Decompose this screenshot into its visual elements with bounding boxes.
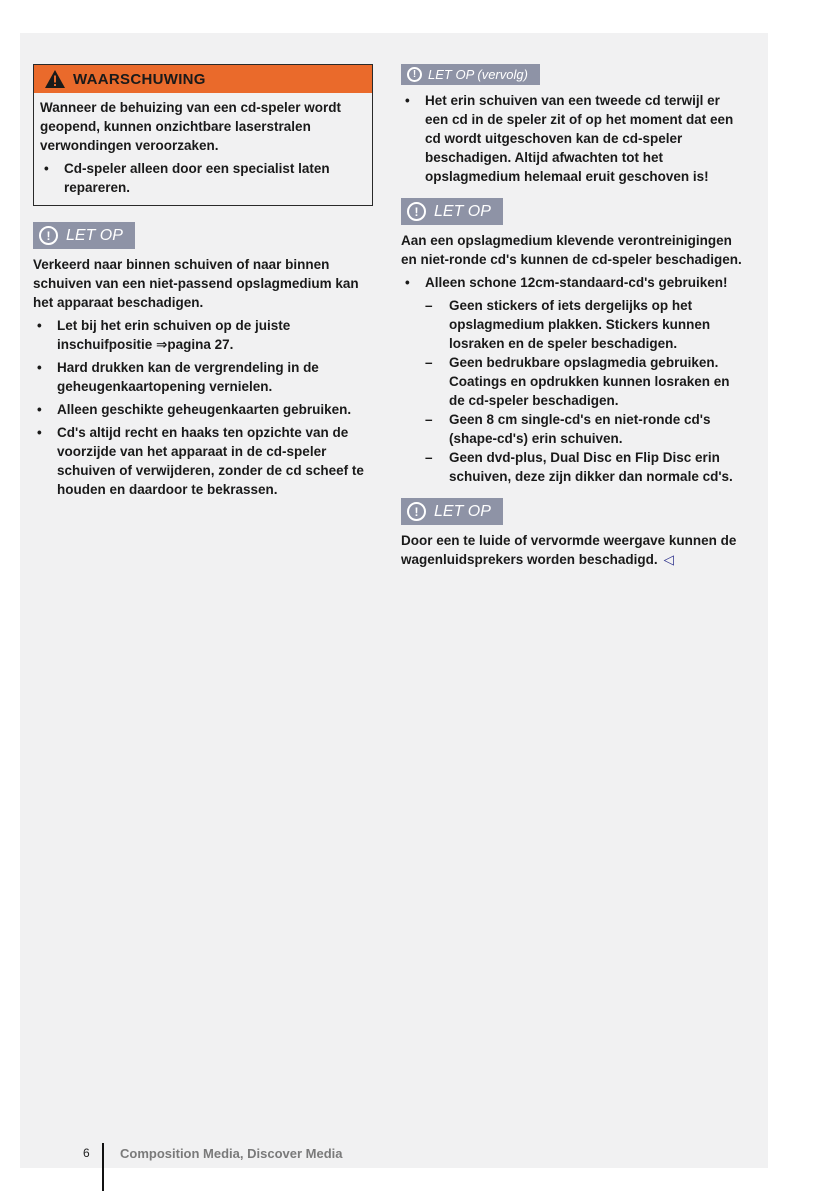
notice-continued: [401, 64, 744, 186]
notice-text: Door een te luide of vervormde weergave kunnen de wagenluidsprekers worden beschadigd. ◁: [401, 533, 737, 567]
notice-text: Verkeerd naar binnen schuiven of naar binnen schuiven van een niet-passend opslagmedium kan het apparaat beschadigen.: [33, 257, 359, 310]
exclamation-icon: !: [407, 202, 426, 221]
notice-title: LET OP (vervolg): [428, 67, 528, 82]
notice-header: [401, 198, 503, 225]
exclamation-icon: !: [407, 502, 426, 521]
notice-title: LET OP: [434, 502, 491, 520]
notice-bullet: • Hard drukken kan de vergrendeling in de geheugenkaartopening vernielen.: [37, 360, 319, 394]
warning-triangle-icon: [44, 69, 66, 89]
notice-sound: [401, 498, 744, 569]
notice-dash-item: – Geen dvd-plus, Dual Disc en Flip Disc erin schuiven, deze zijn dikker dan normale cd's.: [425, 450, 733, 484]
left-column: [33, 64, 373, 511]
notice-dash-item: – Geen stickers of iets dergelijks op het opslagmedium plakken. Stickers kunnen losraken en de speler beschadigen.: [425, 298, 711, 351]
notice-text: Aan een opslagmedium klevende verontreinigingen en niet-ronde cd's kunnen de cd-speler beschadigen.: [401, 233, 742, 267]
exclamation-icon: !: [39, 226, 58, 245]
notice-bullet: • Alleen schone 12cm-standaard-cd's gebruiken!: [405, 275, 728, 290]
notice-dash-item: – Geen 8 cm single-cd's en niet-ronde cd's (shape-cd's) erin schuiven.: [425, 412, 711, 446]
warning-title: WAARSCHUWING: [73, 70, 206, 88]
notice-dirt: [401, 198, 744, 486]
warning-text: Wanneer de behuizing van een cd-speler wordt geopend, kunnen onzichtbare laserstralen verwondingen veroorzaken.: [40, 100, 342, 153]
notice-bullet: • Cd's altijd recht en haaks ten opzichte van de voorzijde van het apparaat in de cd-speler schuiven of verwijderen, zonder de cd scheef te houden en daardoor te bekrassen.: [37, 425, 364, 497]
footer-divider: [102, 1143, 104, 1191]
exclamation-icon: !: [407, 67, 422, 82]
warning-bullet: • Cd-speler alleen door een specialist laten repareren.: [44, 161, 330, 195]
footer-title: Composition Media, Discover Media: [120, 1146, 343, 1161]
section-end-icon: ◁: [663, 552, 674, 567]
notice-header: [401, 498, 503, 525]
page-number: 6: [83, 1146, 90, 1160]
notice-title: LET OP: [434, 202, 491, 220]
notice-bullet: • Alleen geschikte geheugenkaarten gebruiken.: [37, 402, 352, 417]
notice-left: [33, 222, 373, 499]
notice-dash-item: – Geen bedrukbare opslagmedia gebruiken. Coatings en opdrukken kunnen losraken en de cd-speler beschadigen.: [425, 355, 730, 408]
right-column: [401, 64, 744, 581]
notice-header: [33, 222, 135, 249]
notice-bullet: • Het erin schuiven van een tweede cd terwijl er een cd in de speler zit of op het moment dat een cd wordt uitgeschoven kan de cd-speler beschadigen. Altijd afwachten tot het opslagmedium helemaal eruit geschoven is!: [405, 93, 734, 184]
warning-box: [33, 64, 373, 206]
notice-bullet: • Let bij het erin schuiven op de juiste inschuifpositie ⇒pagina 27.: [37, 318, 291, 352]
warning-header: [34, 65, 372, 93]
notice-header: [401, 64, 540, 85]
notice-title: LET OP: [66, 226, 123, 244]
